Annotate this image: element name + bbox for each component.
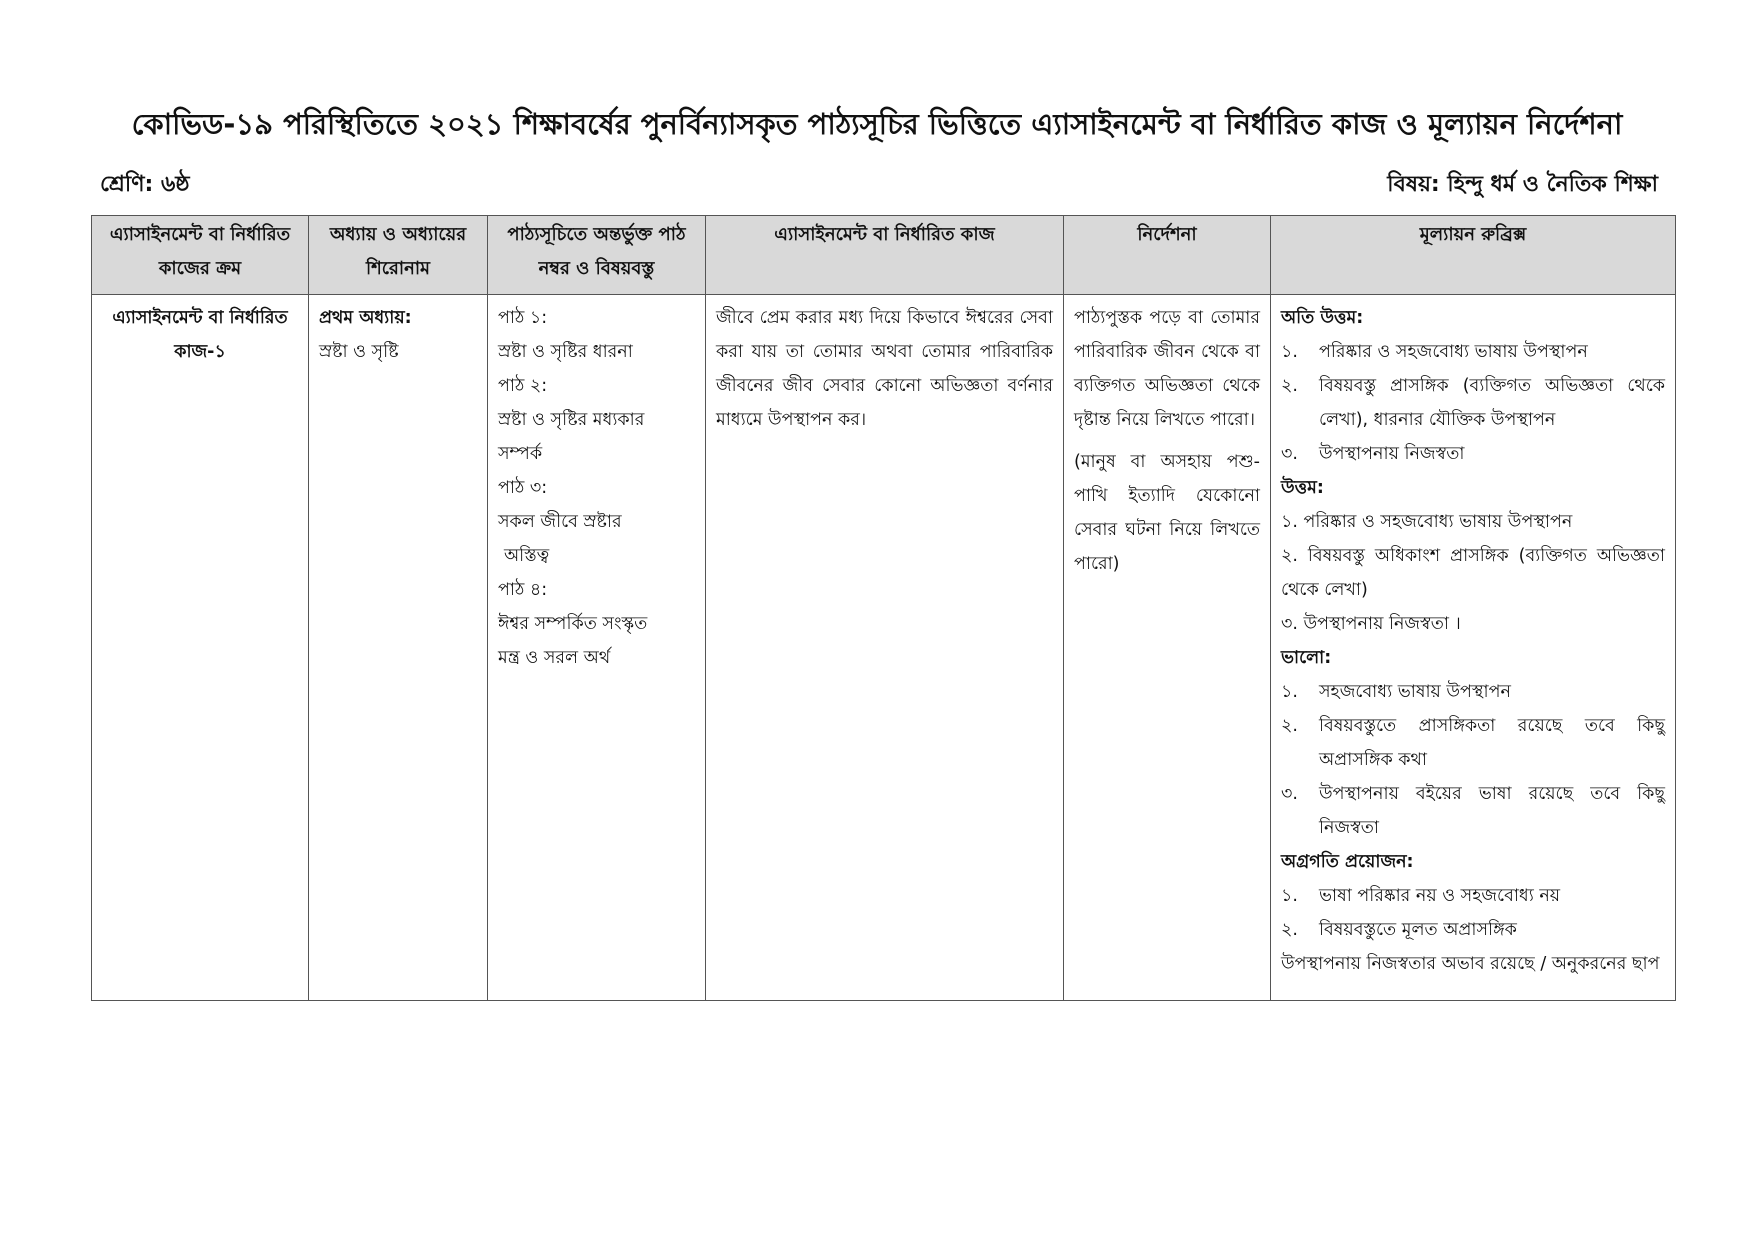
rubric-item-number: ১. [1281,886,1298,906]
rubric-item [1281,675,1665,709]
rubric-item [1281,777,1665,845]
table-row [92,295,1676,1001]
lessons-cell [488,295,706,1001]
rubric-item-number: ১. [1281,342,1298,362]
assignment-number-cell: এ্যাসাইনমেন্ট বা নির্ধারিত কাজ-১ [92,295,309,1001]
rubric-item: ২. বিষয়বস্তু অধিকাংশ প্রাসঙ্গিক (ব্যক্তিগত অভিজ্ঞতা থেকে লেখা) [1281,546,1665,600]
lesson-line: পাঠ ২: [498,376,548,396]
rubric-item-text: বিষয়বস্তু প্রাসঙ্গিক (ব্যক্তিগত অভিজ্ঞতা থেকে লেখা), ধারনার যৌক্তিক উপস্থাপন [1319,376,1665,430]
rubric-item-text: ভাষা পরিষ্কার নয় ও সহজবোধ্য নয় [1319,886,1561,906]
rubric-item [1281,709,1665,777]
instructions-cell [1064,295,1271,1001]
chapter-cell [309,295,488,1001]
rubric-needs-improvement-heading: অগ্রগতি প্রয়োজন: [1281,852,1414,872]
instruction-note: (মানুষ বা অসহায় পশু-পাখি ইত্যাদি যেকোনো সেবার ঘটনা নিয়ে লিখতে পারো) [1074,452,1260,574]
chapter-title: স্রষ্টা ও সৃষ্টি [319,342,399,362]
rubric-cell [1271,295,1676,1001]
chapter-label: প্রথম অধ্যায়: [319,308,412,328]
task-cell [706,295,1064,1001]
rubric-item-text: বিষয়বস্তুতে মূলত অপ্রাসঙ্গিক [1319,920,1517,940]
rubric-fair-heading: ভালো: [1281,648,1332,668]
header-assignment-order: এ্যাসাইনমেন্ট বা নির্ধারিত কাজের ক্রম [92,216,309,295]
assignment-table [91,215,1676,1001]
lesson-line: পাঠ ৩: [498,478,548,498]
rubric-item-text: উপস্থাপনায় বইয়ের ভাষা রয়েছে তবে কিছু নিজস্বতা [1319,784,1665,838]
class-label: শ্রেণি: ৬ষ্ঠ [100,172,190,197]
lesson-line: অস্তিত্ব [504,546,550,566]
lesson-line: স্রষ্টা ও সৃষ্টির ধারনা [498,342,633,362]
header-task: এ্যাসাইনমেন্ট বা নির্ধারিত কাজ [706,216,1064,295]
lesson-line: পাঠ ১: [498,308,548,328]
rubric-good-heading: উত্তম: [1281,478,1324,498]
lesson-line: ঈশ্বর সম্পর্কিত সংস্কৃত [498,614,648,634]
header-instructions: নির্দেশনা [1064,216,1271,295]
rubric-item-number: ১. [1281,682,1298,702]
rubric-item-number: ৩. [1281,444,1298,464]
rubric-item [1281,369,1665,437]
rubric-item [1281,437,1665,471]
lesson-line: সম্পর্ক [498,444,543,464]
table-header-row [92,216,1676,295]
rubric-item: উপস্থাপনায় নিজস্বতার অভাব রয়েছে / অনুকরনের ছাপ [1281,954,1660,974]
rubric-item: ১. পরিষ্কার ও সহজবোধ্য ভাষায় উপস্থাপন [1281,512,1573,532]
rubric-excellent-heading: অতি উত্তম: [1281,308,1364,328]
task-text: জীবে প্রেম করার মধ্য দিয়ে কিভাবে ঈশ্বরের সেবা করা যায় তা তোমার অথবা তোমার পারিবারিক জীবনের জীব সেবার কোনো অভিজ্ঞতা বর্ণনার মাধ্যমে উপস্থাপন কর। [716,308,1053,430]
rubric-item-number: ২. [1281,376,1298,396]
rubric-item-number: ২. [1281,716,1298,736]
rubric-item-number: ৩. [1281,784,1298,804]
rubric-item-number: ২. [1281,920,1298,940]
instruction-text: পাঠ্যপুস্তক পড়ে বা তোমার পারিবারিক জীবন থেকে বা ব্যক্তিগত অভিজ্ঞতা থেকে দৃষ্টান্ত নিয়ে লিখতে পারো। [1074,308,1260,430]
rubric-item: ৩. উপস্থাপনায় নিজস্বতা । [1281,614,1461,634]
rubric-item-text: সহজবোধ্য ভাষায় উপস্থাপন [1319,682,1511,702]
rubric-item [1281,335,1665,369]
header-chapter: অধ্যায় ও অধ্যায়ের শিরোনাম [309,216,488,295]
rubric-item [1281,879,1665,913]
rubric-item-text: পরিষ্কার ও সহজবোধ্য ভাষায় উপস্থাপন [1319,342,1588,362]
document-title: কোভিড-১৯ পরিস্থিতিতে ২০২১ শিক্ষাবর্ষের পুনর্বিন্যাসকৃত পাঠ্যসূচির ভিত্তিতে এ্যাসাইনমেন্ট বা নির্ধারিত কাজ ও মূল্যায়ন নির্দেশনা [131,107,1623,141]
lesson-line: মন্ত্র ও সরল অর্থ [498,648,611,668]
rubric-item [1281,913,1665,947]
lesson-line: স্রষ্টা ও সৃষ্টির মধ্যকার [498,410,645,430]
rubric-item-text: বিষয়বস্তুতে প্রাসঙ্গিকতা রয়েছে তবে কিছু অপ্রাসঙ্গিক কথা [1319,716,1665,770]
subject-label: বিষয়: হিন্দু ধর্ম ও নৈতিক শিক্ষা [1387,172,1658,197]
lesson-line: সকল জীবে স্রষ্টার [498,512,622,532]
header-rubric: মূল্যায়ন রুব্রিক্স [1271,216,1676,295]
lesson-line: পাঠ ৪: [498,580,548,600]
rubric-item-text: উপস্থাপনায় নিজস্বতা [1319,444,1465,464]
header-lessons: পাঠ্যসূচিতে অন্তর্ভুক্ত পাঠ নম্বর ও বিষয়বস্তু [488,216,706,295]
